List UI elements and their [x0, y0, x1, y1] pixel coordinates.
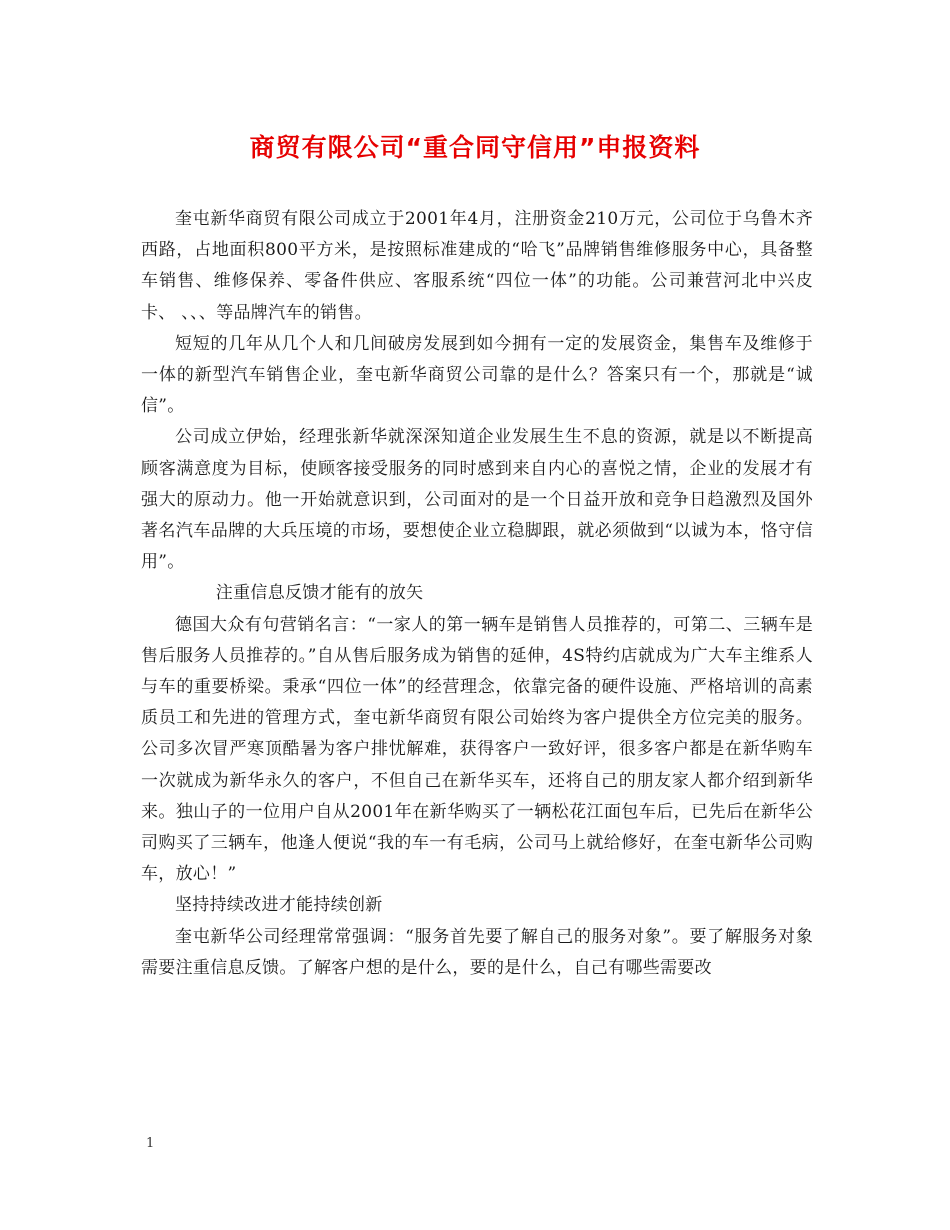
paragraph-3: 公司成立伊始，经理张新华就深深知道企业发展生生不息的资源，就是以不断提高顾客满意度为目标，使顾客接受服务的同时感到来自内心的喜悦之情，企业的发展才有强大的原动力。他一开始就意识到，公司面对的是一个日益开放和竞争日趋激烈及国外著名汽车品牌的大兵压境的市场，要想使企业立稳脚跟，就必须做到“以诚为本，恪守信用”。 — [141, 427, 813, 573]
document-title: 商贸有限公司“重合同守信用”申报资料 — [249, 133, 701, 162]
page-number: 1 — [146, 1136, 155, 1151]
subheading-feedback: 注重信息反馈才能有的放矢 — [215, 583, 424, 604]
paragraph-4: 德国大众有句营销名言：“一家人的第一辆车是销售人员推荐的，可第二、三辆车是售后服务人员推荐的。”自从售后服务成为销售的延伸，4S特约店就成为广大车主维系人与车的重要桥梁。秉承“四位一体”的经营理念，依靠完备的硬件设施、严格培训的高素质员工和先进的管理方式，奎屯新华商贸有限公司始终为客户提供全方位完美的服务。公司多次冒严寒顶酷暑为客户排忧解难，获得客户一致好评，很多客户都是在新华购车一次就成为新华永久的客户，不但自己在新华买车，还将自己的朋友家人都介绍到新华来。独山子的一位用户自从2001年在新华购买了一辆松花江面包车后，已先后在新华公司购买了三辆车，他逢人便说“我的车一有毛病，公司马上就给修好，在奎屯新华公司购车，放心！” — [141, 614, 813, 885]
subheading-improvement: 坚持持续改进才能持续创新 — [175, 895, 383, 916]
paragraph-1: 奎屯新华商贸有限公司成立于2001年4月，注册资金210万元，公司位于乌鲁木齐西路，占地面积800平方米，是按照标准建成的“哈飞”品牌销售维修服务中心，具备整车销售、维修保养、零备件供应、客服系统“四位一体”的功能。公司兼营河北中兴皮卡、 、、、等品牌汽车的销售。 — [141, 209, 813, 323]
paragraph-5: 奎屯新华公司经理常常强调：“服务首先要了解自己的服务对象”。要了解服务对象需要注重信息反馈。了解客户想的是什么，要的是什么，自己有哪些需要改 — [141, 926, 813, 978]
paragraph-2: 短短的几年从几个人和几间破房发展到如今拥有一定的发展资金，集售车及维修于一体的新型汽车销售企业，奎屯新华商贸公司靠的是什么？答案只有一个，那就是“诚信”。 — [141, 333, 813, 417]
document-body — [141, 204, 813, 984]
